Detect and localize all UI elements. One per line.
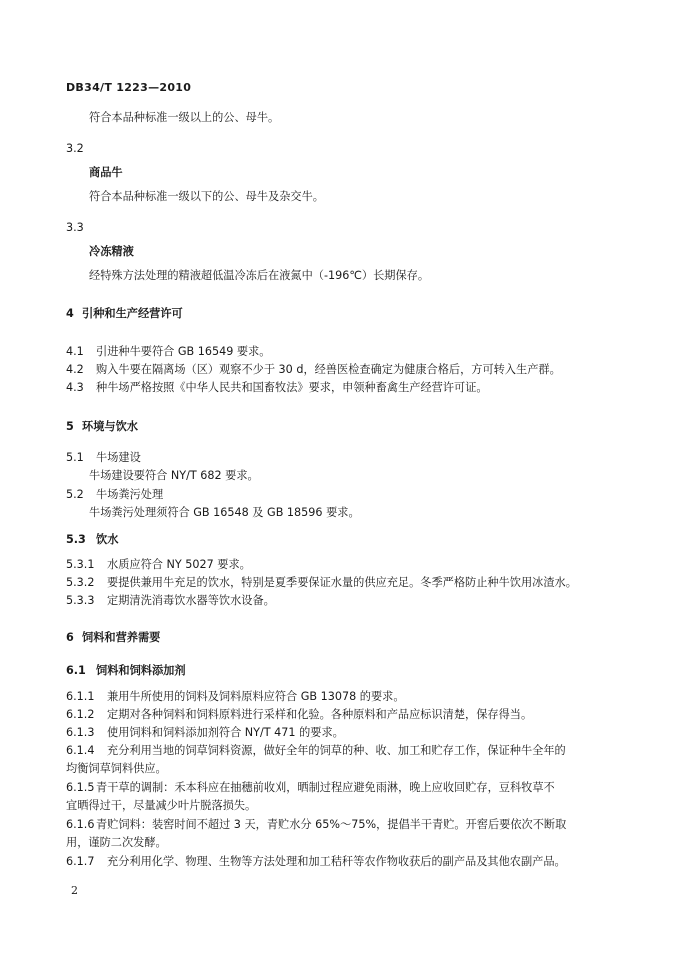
clause-3-3-text: 经特殊方法处理的精液超低温冷冻后在液氮中（-196℃）长期保存。 xyxy=(89,269,430,282)
clause-4-3-number: 4.3 xyxy=(66,381,84,394)
clause-4-1-number: 4.1 xyxy=(66,345,84,358)
clause-5-3-1-number: 5.3.1 xyxy=(66,558,95,571)
document-header-id: DB34/T 1223—2010 xyxy=(66,81,192,94)
clause-4-3-text: 种牛场严格按照《中华人民共和国畜牧法》要求，申领种畜禽生产经营许可证。 xyxy=(96,381,488,394)
clause-6-1-3-text: 使用饲料和饲料添加剂符合 NY/T 471 的要求。 xyxy=(107,726,344,739)
clause-4-2-text: 购入牛要在隔离场（区）观察不少于 30 d，经兽医检查确定为健康合格后，方可转入生产群。 xyxy=(96,363,561,376)
clause-5-1-title: 牛场建设 xyxy=(96,451,141,464)
clause-3-2-number: 3.2 xyxy=(66,142,84,155)
clause-6-1-1-number: 6.1.1 xyxy=(66,690,95,703)
clause-5-3-1-text: 水质应符合 NY 5027 要求。 xyxy=(107,558,251,571)
clause-4-2-number: 4.2 xyxy=(66,363,84,376)
clause-5-3-2-number: 5.3.2 xyxy=(66,576,95,589)
clause-5-3-2-text: 要提供兼用牛充足的饮水，特别是夏季要保证水量的供应充足。冬季严格防止种牛饮用冰渣水。 xyxy=(107,576,577,589)
clause-6-1-7-text: 充分利用化学、物理、生物等方法处理和加工秸秆等农作物收获后的副产品及其他农副产品。 xyxy=(107,855,566,868)
clause-6-1-6-text-line2: 用，谨防二次发酵。 xyxy=(66,836,167,849)
clause-6-1-title: 饲料和饲料添加剂 xyxy=(96,664,186,677)
clause-5-3-title: 饮水 xyxy=(96,533,119,546)
clause-6-1-3-number: 6.1.3 xyxy=(66,726,95,739)
clause-5-2-text: 牛场粪污处理须符合 GB 16548 及 GB 18596 要求。 xyxy=(89,506,360,519)
clause-6-1-number: 6.1 xyxy=(66,664,86,677)
clause-5-1-number: 5.1 xyxy=(66,451,84,464)
clause-6-1-5-number: 6.1.5 xyxy=(66,781,95,794)
clause-6-1-2-text: 定期对各种饲料和饲料原料进行采样和化验。各种原料和产品应标识清楚，保存得当。 xyxy=(107,708,533,721)
clause-5-3-number: 5.3 xyxy=(66,533,86,546)
clause-6-1-6-number: 6.1.6 xyxy=(66,818,95,831)
clause-5-3-3-number: 5.3.3 xyxy=(66,594,95,607)
clause-5-1-text: 牛场建设要符合 NY/T 682 要求。 xyxy=(89,469,259,482)
clause-6-1-5-text-line2: 宜晒得过干，尽量减少叶片脱落损失。 xyxy=(66,799,257,812)
clause-5-2-number: 5.2 xyxy=(66,488,84,501)
section-5-number: 5 xyxy=(66,420,74,433)
clause-6-1-1-text: 兼用牛所使用的饲料及饲料原料应符合 GB 13078 的要求。 xyxy=(107,690,405,703)
section-4-number: 4 xyxy=(66,307,74,320)
clause-5-3-3-text: 定期清洗消毒饮水器等饮水设备。 xyxy=(107,594,275,607)
clause-6-1-6-text-line1: 青贮饲料：装窖时间不超过 3 天，青贮水分 65%～75%，提倡半干青贮。开窖后要依次不断取 xyxy=(96,818,567,831)
clause-6-1-4-text-line1: 充分利用当地的饲草饲料资源，做好全年的饲草的种、收、加工和贮存工作，保证种牛全年的 xyxy=(107,744,566,757)
clause-6-1-2-number: 6.1.2 xyxy=(66,708,95,721)
clause-3-2-text: 符合本品种标准一级以下的公、母牛及杂交牛。 xyxy=(89,190,324,203)
clause-3-3-term: 冷冻精液 xyxy=(89,245,134,258)
clause-6-1-4-number: 6.1.4 xyxy=(66,744,95,757)
section-4-title: 引种和生产经营许可 xyxy=(82,307,183,320)
section-6-number: 6 xyxy=(66,631,74,644)
clause-6-1-4-text-line2: 均衡饲草饲料供应。 xyxy=(66,762,167,775)
section-5-title: 环境与饮水 xyxy=(82,420,138,433)
section-6-title: 饲料和营养需要 xyxy=(82,631,161,644)
clause-5-2-title: 牛场粪污处理 xyxy=(96,488,164,501)
clause-6-1-5-text-line1: 青干草的调制：禾本科应在抽穗前收刈，晒制过程应避免雨淋，晚上应收回贮存，豆科牧草不 xyxy=(96,781,555,794)
clause-6-1-7-number: 6.1.7 xyxy=(66,855,95,868)
clause-3-2-term: 商品牛 xyxy=(89,166,123,179)
clause-4-1-text: 引进种牛要符合 GB 16549 要求。 xyxy=(96,345,271,358)
clause-3-3-number: 3.3 xyxy=(66,221,84,234)
clause-3-1-text: 符合本品种标准一级以上的公、母牛。 xyxy=(89,111,280,124)
page-number: 2 xyxy=(71,884,78,897)
